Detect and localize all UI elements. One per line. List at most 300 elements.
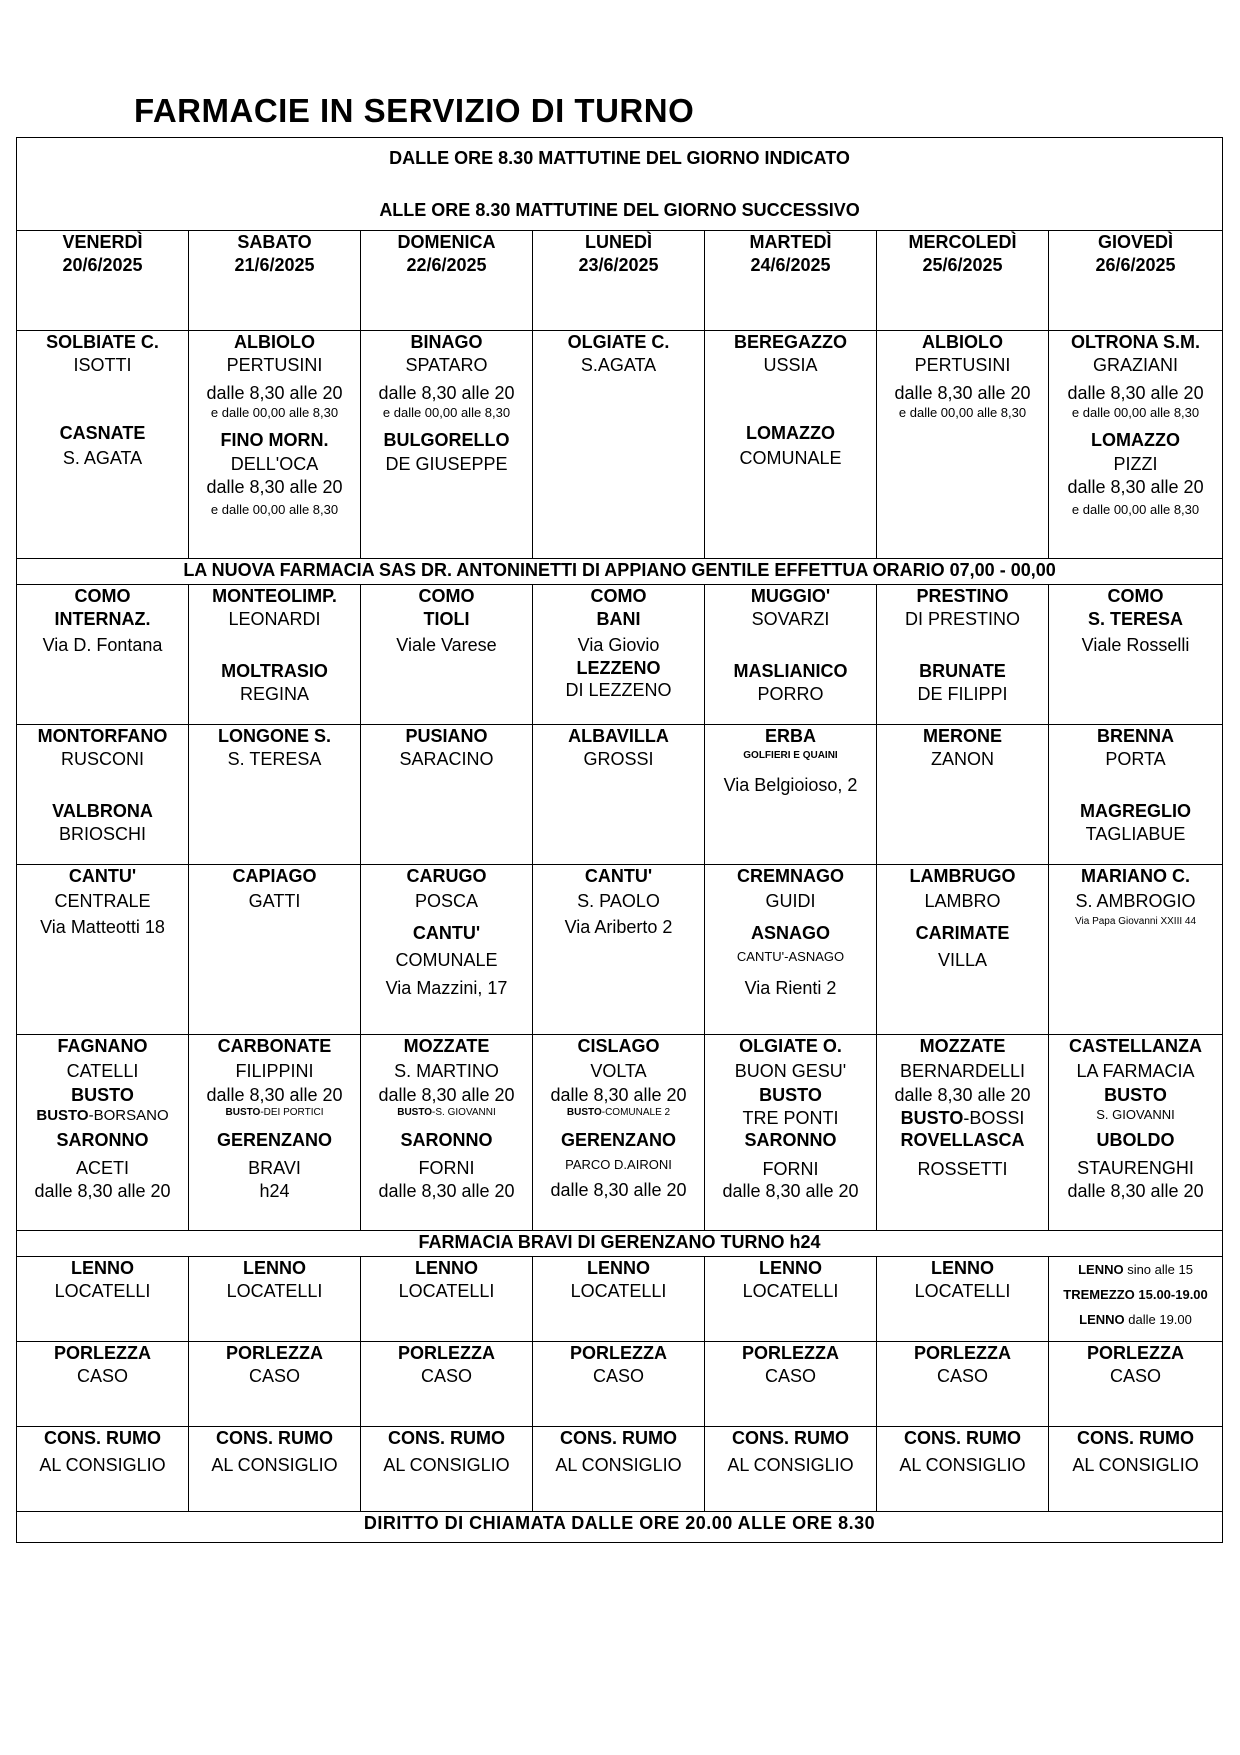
town-name: LENNO bbox=[415, 1258, 478, 1278]
hours: dalle 8,30 alle 20 bbox=[206, 1085, 343, 1105]
pharmacy-name: STAURENGHI bbox=[1077, 1158, 1194, 1178]
town-name: LOMAZZO bbox=[746, 423, 835, 443]
pharmacy-name: COMUNALE bbox=[395, 949, 498, 970]
hours: h24 bbox=[259, 1180, 290, 1201]
town-name: COMO bbox=[418, 586, 475, 606]
town-name: MOLTRASIO bbox=[221, 661, 328, 681]
pharmacy-name: RUSCONI bbox=[60, 748, 144, 769]
pharmacy-name: -BORSANO bbox=[88, 1106, 169, 1124]
pharmacy-cell bbox=[361, 1257, 533, 1342]
day-date: 23/6/2025 bbox=[578, 254, 659, 275]
pharmacy-name: S.AGATA bbox=[580, 354, 657, 375]
town-name: ALBAVILLA bbox=[568, 726, 669, 746]
town-name: COMO bbox=[590, 586, 647, 606]
pharmacy-name: AL CONSIGLIO bbox=[1072, 1454, 1199, 1475]
pharmacy-name: LOCATELLI bbox=[570, 1280, 667, 1301]
pharmacy-name: COMUNALE bbox=[739, 447, 842, 468]
pharmacy-cell bbox=[189, 1035, 361, 1231]
town-name: CAPIAGO bbox=[232, 866, 317, 886]
town-name: SARONNO bbox=[56, 1129, 149, 1150]
pharmacy-name: SARACINO bbox=[399, 748, 494, 769]
pharmacy-cell bbox=[17, 1257, 189, 1342]
pharmacy-cell bbox=[533, 865, 705, 1035]
town-name: PORLEZZA bbox=[742, 1343, 839, 1363]
pharmacy-name: GOLFIERI E QUAINI bbox=[743, 749, 838, 761]
pharmacy-cell bbox=[533, 1257, 705, 1342]
town-name: FAGNANO bbox=[57, 1036, 148, 1056]
header-line-2: ALLE ORE 8.30 MATTUTINE DEL GIORNO SUCCESSIVO bbox=[379, 200, 860, 220]
town-name: MERONE bbox=[922, 726, 1002, 746]
day-header bbox=[361, 231, 533, 331]
pharmacy-cell bbox=[361, 1342, 533, 1427]
hours: dalle 8,30 alle 20 bbox=[206, 476, 343, 497]
pharmacy-cell bbox=[1049, 331, 1223, 559]
pharmacy-cell bbox=[533, 725, 705, 865]
town-name: PORLEZZA bbox=[914, 1343, 1011, 1363]
pharmacy-name: BRIOSCHI bbox=[58, 823, 146, 844]
day-name: MARTEDÌ bbox=[749, 232, 832, 252]
pharmacy-name: FORNI bbox=[762, 1158, 819, 1179]
pharmacy-name: DE FILIPPI bbox=[917, 683, 1008, 704]
town-name: CARBONATE bbox=[217, 1036, 332, 1056]
pharmacy-cell bbox=[1049, 865, 1223, 1035]
day-name: MERCOLEDÌ bbox=[908, 232, 1017, 252]
schedule-line bbox=[1049, 1307, 1222, 1332]
town-name: CARUGO bbox=[406, 866, 487, 886]
town-name: LENNO bbox=[931, 1258, 994, 1278]
pharmacy-cell bbox=[189, 1257, 361, 1342]
days-row bbox=[17, 231, 1223, 331]
town-name: GERENZANO bbox=[216, 1129, 332, 1150]
pharmacy-name: FILIPPINI bbox=[235, 1060, 314, 1081]
notice-appiano: LA NUOVA FARMACIA SAS DR. ANTONINETTI DI APPIANO GENTILE EFFETTUA ORARIO 07,00 - 00,00 bbox=[17, 559, 1223, 585]
day-header bbox=[705, 231, 877, 331]
pharmacy-name: CASO bbox=[764, 1365, 816, 1386]
pharmacy-name: INTERNAZ. bbox=[54, 608, 151, 629]
day-header bbox=[17, 231, 189, 331]
pharmacy-name: CANTU'-ASNAGO bbox=[736, 948, 845, 964]
town-name: ERBA bbox=[764, 726, 816, 746]
page-title: FARMACIE IN SERVIZIO DI TURNO bbox=[134, 92, 695, 129]
pharmacy-name: CATELLI bbox=[66, 1060, 139, 1081]
hours: sino alle 15 bbox=[1123, 1262, 1193, 1277]
town-name: CASNATE bbox=[59, 423, 146, 443]
town-name: CASTELLANZA bbox=[1069, 1036, 1203, 1056]
hours: dalle 8,30 alle 20 bbox=[1067, 1180, 1204, 1201]
pharmacy-cell bbox=[361, 585, 533, 725]
town-name: CONS. RUMO bbox=[904, 1428, 1021, 1448]
pharmacy-name: GATTI bbox=[248, 890, 301, 911]
pharmacy-cell bbox=[189, 725, 361, 865]
pharmacy-name: BRAVI bbox=[248, 1158, 301, 1178]
pharmacy-name: AL CONSIGLIO bbox=[383, 1454, 510, 1475]
hours: dalle 19.00 bbox=[1124, 1312, 1192, 1327]
pharmacy-cell bbox=[533, 1427, 705, 1512]
day-date: 26/6/2025 bbox=[1095, 254, 1176, 275]
hours-note: e dalle 00,00 alle 8,30 bbox=[898, 404, 1027, 420]
pharmacy-cell bbox=[17, 585, 189, 725]
town-name: BULGORELLO bbox=[383, 429, 510, 450]
town-name: PORLEZZA bbox=[398, 1343, 495, 1363]
town-name: CISLAGO bbox=[577, 1036, 660, 1056]
address: Via Rienti 2 bbox=[744, 977, 837, 998]
pharmacy-name: CASO bbox=[592, 1365, 644, 1386]
header-line-1: DALLE ORE 8.30 MATTUTINE DEL GIORNO INDICATO bbox=[389, 147, 850, 168]
town-name: MONTEOLIMP. bbox=[212, 586, 337, 606]
pharmacy-cell bbox=[705, 1427, 877, 1512]
pharmacy-name: TIOLI bbox=[423, 608, 470, 629]
town-name: LENNO bbox=[587, 1258, 650, 1278]
town-name: BRENNA bbox=[1097, 726, 1175, 746]
town-name: COMO bbox=[1107, 586, 1164, 606]
pharmacy-cell bbox=[1049, 1427, 1223, 1512]
pharmacy-cell bbox=[17, 865, 189, 1035]
hours: dalle 8,30 alle 20 bbox=[1067, 476, 1204, 497]
hours: dalle 8,30 alle 20 bbox=[894, 383, 1031, 403]
town-name: BUSTO bbox=[900, 1107, 964, 1128]
row-2 bbox=[17, 585, 1223, 725]
pharmacy-cell bbox=[189, 1342, 361, 1427]
pharmacy-name: ACETI bbox=[75, 1158, 129, 1178]
day-header bbox=[877, 231, 1049, 331]
hours: dalle 8,30 alle 20 bbox=[378, 1180, 515, 1201]
pharmacy-name: AL CONSIGLIO bbox=[555, 1454, 682, 1475]
pharmacy-cell bbox=[705, 725, 877, 865]
town-name: CONS. RUMO bbox=[388, 1428, 505, 1448]
hours: dalle 8,30 alle 20 bbox=[34, 1180, 171, 1201]
town-name: PORLEZZA bbox=[54, 1343, 151, 1363]
pharmacy-name: PORTA bbox=[1105, 748, 1166, 769]
pharmacy-cell bbox=[189, 585, 361, 725]
town-name: BUSTO bbox=[71, 1085, 134, 1105]
hours: dalle 8,30 alle 20 bbox=[550, 1180, 687, 1200]
pharmacy-name: BUON GESU' bbox=[734, 1060, 847, 1081]
pharmacy-name: S. AGATA bbox=[62, 447, 143, 468]
pharmacy-name: CASO bbox=[248, 1365, 300, 1386]
town-name: TREMEZZO bbox=[1063, 1287, 1135, 1302]
schedule-line bbox=[1049, 1282, 1222, 1307]
pharmacy-cell bbox=[705, 1257, 877, 1342]
day-date: 25/6/2025 bbox=[922, 254, 1003, 275]
town-name: GERENZANO bbox=[560, 1129, 676, 1150]
pharmacy-cell bbox=[705, 1035, 877, 1231]
address: Viale Rosselli bbox=[1081, 635, 1190, 655]
pharmacy-name: GRAZIANI bbox=[1093, 354, 1179, 375]
hours: dalle 8,30 alle 20 bbox=[550, 1085, 687, 1105]
town-name: CONS. RUMO bbox=[44, 1428, 161, 1448]
day-date: 24/6/2025 bbox=[750, 254, 831, 275]
pharmacy-name: DE GIUSEPPE bbox=[385, 454, 508, 474]
pharmacy-name: VILLA bbox=[937, 949, 988, 970]
town-name: PORLEZZA bbox=[226, 1343, 323, 1363]
pharmacy-cell bbox=[17, 331, 189, 559]
address: Via Papa Giovanni XXIII 44 bbox=[1075, 916, 1197, 927]
town-name: ASNAGO bbox=[750, 923, 830, 943]
town-name: MOZZATE bbox=[403, 1036, 490, 1056]
pharmacy-name: TAGLIABUE bbox=[1085, 823, 1186, 844]
pharmacy-cell bbox=[705, 865, 877, 1035]
pharmacy-cell bbox=[361, 331, 533, 559]
pharmacy-name: CENTRALE bbox=[54, 890, 151, 911]
row-7 bbox=[17, 1342, 1223, 1427]
day-date: 22/6/2025 bbox=[406, 254, 487, 275]
address: Via Giovio bbox=[577, 635, 660, 655]
town-name: LENNO bbox=[1078, 1262, 1124, 1277]
town-name: LENNO bbox=[759, 1258, 822, 1278]
pharmacy-cell bbox=[1049, 725, 1223, 865]
day-date: 20/6/2025 bbox=[62, 254, 143, 275]
pharmacy-name: CASO bbox=[936, 1365, 988, 1386]
pharmacy-name: S. MARTINO bbox=[394, 1060, 499, 1081]
address: Via Matteotti 18 bbox=[40, 917, 165, 937]
pharmacy-name: PARCO D.AIRONI bbox=[565, 1157, 672, 1172]
town-name: LONGONE S. bbox=[217, 726, 331, 746]
hours: dalle 8,30 alle 20 bbox=[894, 1085, 1031, 1105]
town-name: MAGREGLIO bbox=[1080, 801, 1192, 821]
pharmacy-name: REGINA bbox=[239, 683, 309, 704]
pharmacy-name: AL CONSIGLIO bbox=[727, 1454, 854, 1475]
hours-note: e dalle 00,00 alle 8,30 bbox=[382, 404, 511, 420]
pharmacy-cell bbox=[189, 1427, 361, 1512]
pharmacy-cell bbox=[533, 331, 705, 559]
hours: dalle 8,30 alle 20 bbox=[722, 1181, 859, 1201]
town-name: MOZZATE bbox=[919, 1036, 1006, 1056]
town-name: PORLEZZA bbox=[1087, 1343, 1185, 1363]
town-name: BEREGAZZO bbox=[733, 332, 847, 352]
pharmacy-name: DI LEZZENO bbox=[565, 680, 672, 700]
address: Via Ariberto 2 bbox=[564, 917, 673, 937]
town-name: OLTRONA S.M. bbox=[1071, 332, 1201, 352]
town-name: OLGIATE O. bbox=[739, 1036, 842, 1056]
pharmacy-name: BANI bbox=[596, 608, 641, 629]
pharmacy-name: BERNARDELLI bbox=[899, 1060, 1026, 1081]
pharmacy-name: -DEI PORTICI bbox=[260, 1106, 324, 1118]
duty-table bbox=[16, 137, 1223, 1543]
hours: dalle 8,30 alle 20 bbox=[378, 383, 515, 403]
pharmacy-cell bbox=[361, 1427, 533, 1512]
town-name: BUSTO bbox=[36, 1106, 89, 1124]
address: Via Mazzini, 17 bbox=[385, 978, 508, 998]
pharmacy-name: DI PRESTINO bbox=[904, 608, 1020, 629]
pharmacy-cell bbox=[877, 331, 1049, 559]
pharmacy-name: S. GIOVANNI bbox=[1096, 1106, 1175, 1122]
town-name: BUSTO bbox=[759, 1085, 822, 1105]
pharmacy-name: TRE PONTI bbox=[742, 1107, 839, 1128]
town-name: BUSTO bbox=[225, 1106, 261, 1118]
pharmacy-name: AL CONSIGLIO bbox=[899, 1454, 1026, 1475]
pharmacy-name: PERTUSINI bbox=[226, 354, 323, 375]
town-name: LEZZENO bbox=[576, 657, 661, 678]
pharmacy-name: LOCATELLI bbox=[226, 1280, 323, 1301]
pharmacy-name: PERTUSINI bbox=[914, 354, 1011, 375]
pharmacy-cell bbox=[877, 1035, 1049, 1231]
hours: dalle 8,30 alle 20 bbox=[378, 1085, 515, 1105]
day-date: 21/6/2025 bbox=[234, 254, 315, 275]
town-name: CONS. RUMO bbox=[1077, 1428, 1195, 1448]
town-name: LENNO bbox=[243, 1258, 306, 1278]
row-8 bbox=[17, 1427, 1223, 1512]
branch-line bbox=[361, 1107, 532, 1129]
town-name: SOLBIATE C. bbox=[46, 332, 159, 352]
pharmacy-name: AL CONSIGLIO bbox=[39, 1454, 166, 1475]
town-name: CONS. RUMO bbox=[560, 1428, 677, 1448]
pharmacy-name: ROSSETTI bbox=[917, 1158, 1008, 1179]
day-name: LUNEDÌ bbox=[585, 232, 652, 252]
town-name: CREMNAGO bbox=[737, 866, 844, 886]
lenno-schedule-cell bbox=[1049, 1257, 1223, 1342]
schedule-header bbox=[17, 138, 1223, 231]
pharmacy-name: FORNI bbox=[418, 1158, 475, 1178]
town-name: SARONNO bbox=[400, 1129, 493, 1150]
pharmacy-cell bbox=[1049, 1035, 1223, 1231]
town-name: SARONNO bbox=[744, 1130, 837, 1150]
row-3 bbox=[17, 725, 1223, 865]
pharmacy-name: CASO bbox=[1110, 1365, 1162, 1386]
day-header bbox=[189, 231, 361, 331]
town-name: LENNO bbox=[1079, 1312, 1125, 1327]
town-name: CANTU' bbox=[68, 866, 137, 886]
day-header bbox=[533, 231, 705, 331]
pharmacy-cell bbox=[533, 585, 705, 725]
row-6 bbox=[17, 1257, 1223, 1342]
row-1 bbox=[17, 331, 1223, 559]
pharmacy-name: LOCATELLI bbox=[742, 1280, 839, 1301]
pharmacy-cell bbox=[877, 585, 1049, 725]
pharmacy-cell bbox=[189, 331, 361, 559]
row-4 bbox=[17, 865, 1223, 1035]
pharmacy-name: USSIA bbox=[763, 354, 818, 375]
town-name: ALBIOLO bbox=[234, 332, 315, 352]
pharmacy-name: SOVARZI bbox=[751, 608, 830, 629]
town-name: CANTU' bbox=[412, 923, 481, 943]
pharmacy-name: ZANON bbox=[931, 748, 994, 769]
town-name: MONTORFANO bbox=[37, 726, 168, 746]
pharmacy-name: LAMBRO bbox=[924, 890, 1001, 911]
pharmacy-name: -S. GIOVANNI bbox=[432, 1106, 496, 1118]
pharmacy-name: DELL'OCA bbox=[230, 454, 319, 474]
town-name: LAMBRUGO bbox=[909, 866, 1016, 886]
town-name: CANTU' bbox=[584, 866, 653, 886]
pharmacy-name: GROSSI bbox=[583, 748, 654, 769]
hours-note: e dalle 00,00 alle 8,30 bbox=[1071, 404, 1200, 420]
pharmacy-name: CASO bbox=[76, 1365, 128, 1386]
town-name: CONS. RUMO bbox=[216, 1428, 333, 1448]
pharmacy-cell bbox=[361, 725, 533, 865]
town-name: VALBRONA bbox=[52, 801, 153, 821]
pharmacy-cell bbox=[705, 1342, 877, 1427]
town-name: ROVELLASCA bbox=[900, 1130, 1025, 1150]
pharmacy-name: LOCATELLI bbox=[54, 1280, 151, 1301]
town-name: BUSTO bbox=[397, 1106, 433, 1118]
pharmacy-cell bbox=[1049, 1342, 1223, 1427]
pharmacy-cell bbox=[17, 1035, 189, 1231]
branch-line bbox=[533, 1107, 704, 1129]
town-name: MASLIANICO bbox=[733, 661, 848, 681]
town-name: UBOLDO bbox=[1096, 1129, 1175, 1150]
pharmacy-name: LOCATELLI bbox=[914, 1280, 1011, 1301]
pharmacy-cell bbox=[877, 865, 1049, 1035]
pharmacy-name: S. AMBROGIO bbox=[1075, 890, 1196, 911]
pharmacy-cell bbox=[17, 1427, 189, 1512]
pharmacy-name: ISOTTI bbox=[73, 354, 132, 375]
pharmacy-cell bbox=[533, 1342, 705, 1427]
town-name: CARIMATE bbox=[915, 923, 1010, 943]
town-name: COMO bbox=[74, 586, 131, 606]
town-name: OLGIATE C. bbox=[567, 332, 670, 352]
town-name: CONS. RUMO bbox=[732, 1428, 849, 1448]
pharmacy-cell bbox=[361, 865, 533, 1035]
pharmacy-name: LA FARMACIA bbox=[1076, 1060, 1195, 1081]
address: Via Belgioioso, 2 bbox=[723, 774, 858, 795]
town-name: ALBIOLO bbox=[922, 332, 1003, 352]
pharmacy-cell bbox=[17, 725, 189, 865]
pharmacy-name: PORRO bbox=[757, 683, 824, 704]
town-name: PUSIANO bbox=[405, 726, 488, 746]
pharmacy-cell bbox=[705, 331, 877, 559]
footer-note: DIRITTO DI CHIAMATA DALLE ORE 20.00 ALLE ORE 8.30 bbox=[17, 1512, 1223, 1543]
day-name: SABATO bbox=[237, 232, 312, 252]
town-name: PORLEZZA bbox=[570, 1343, 667, 1363]
town-name: MARIANO C. bbox=[1081, 866, 1191, 886]
town-name: PRESTINO bbox=[916, 586, 1009, 606]
day-name: VENERDÌ bbox=[62, 232, 143, 252]
pharmacy-cell bbox=[17, 1342, 189, 1427]
pharmacy-name: SPATARO bbox=[405, 354, 488, 375]
town-name: BUSTO bbox=[566, 1106, 602, 1118]
pharmacy-name: -COMUNALE 2 bbox=[601, 1106, 671, 1118]
hours-note: e dalle 00,00 alle 8,30 bbox=[210, 502, 339, 517]
notice-bravi: FARMACIA BRAVI DI GERENZANO TURNO h24 bbox=[17, 1231, 1223, 1257]
pharmacy-name: GUIDI bbox=[765, 890, 816, 911]
town-name: BUSTO bbox=[1104, 1085, 1167, 1105]
pharmacy-cell bbox=[1049, 585, 1223, 725]
pharmacy-name: S. PAOLO bbox=[577, 890, 660, 911]
branch-line bbox=[877, 1107, 1048, 1130]
day-name: DOMENICA bbox=[397, 232, 496, 252]
pharmacy-cell bbox=[877, 725, 1049, 865]
hours-note: e dalle 00,00 alle 8,30 bbox=[1071, 502, 1200, 517]
pharmacy-cell bbox=[877, 1257, 1049, 1342]
address: Viale Varese bbox=[396, 635, 497, 655]
pharmacy-cell bbox=[877, 1342, 1049, 1427]
row-5 bbox=[17, 1035, 1223, 1231]
pharmacy-name: LEONARDI bbox=[228, 608, 321, 629]
pharmacy-name: PIZZI bbox=[1113, 454, 1158, 474]
address: Via D. Fontana bbox=[42, 635, 163, 655]
pharmacy-cell bbox=[533, 1035, 705, 1231]
town-name: BINAGO bbox=[410, 332, 483, 352]
hours: dalle 8,30 alle 20 bbox=[206, 383, 343, 403]
day-name: GIOVEDÌ bbox=[1098, 232, 1174, 252]
hours: 15.00-19.00 bbox=[1134, 1287, 1208, 1302]
pharmacy-name: AL CONSIGLIO bbox=[211, 1454, 338, 1475]
branch-line bbox=[17, 1107, 188, 1129]
pharmacy-cell bbox=[705, 585, 877, 725]
pharmacy-cell bbox=[877, 1427, 1049, 1512]
town-name: LENNO bbox=[71, 1258, 134, 1278]
pharmacy-name: S. TERESA bbox=[1088, 608, 1184, 629]
pharmacy-name: LOCATELLI bbox=[398, 1280, 495, 1301]
hours-note: e dalle 00,00 alle 8,30 bbox=[210, 404, 339, 420]
pharmacy-name: POSCA bbox=[414, 890, 479, 911]
town-name: MUGGIO' bbox=[750, 586, 831, 606]
hours: dalle 8,30 alle 20 bbox=[1067, 383, 1204, 403]
pharmacy-name: S. TERESA bbox=[227, 748, 322, 769]
schedule-line bbox=[1049, 1257, 1222, 1282]
pharmacy-name: CASO bbox=[420, 1365, 472, 1386]
branch-line bbox=[189, 1107, 360, 1129]
pharmacy-name: VOLTA bbox=[590, 1060, 647, 1081]
